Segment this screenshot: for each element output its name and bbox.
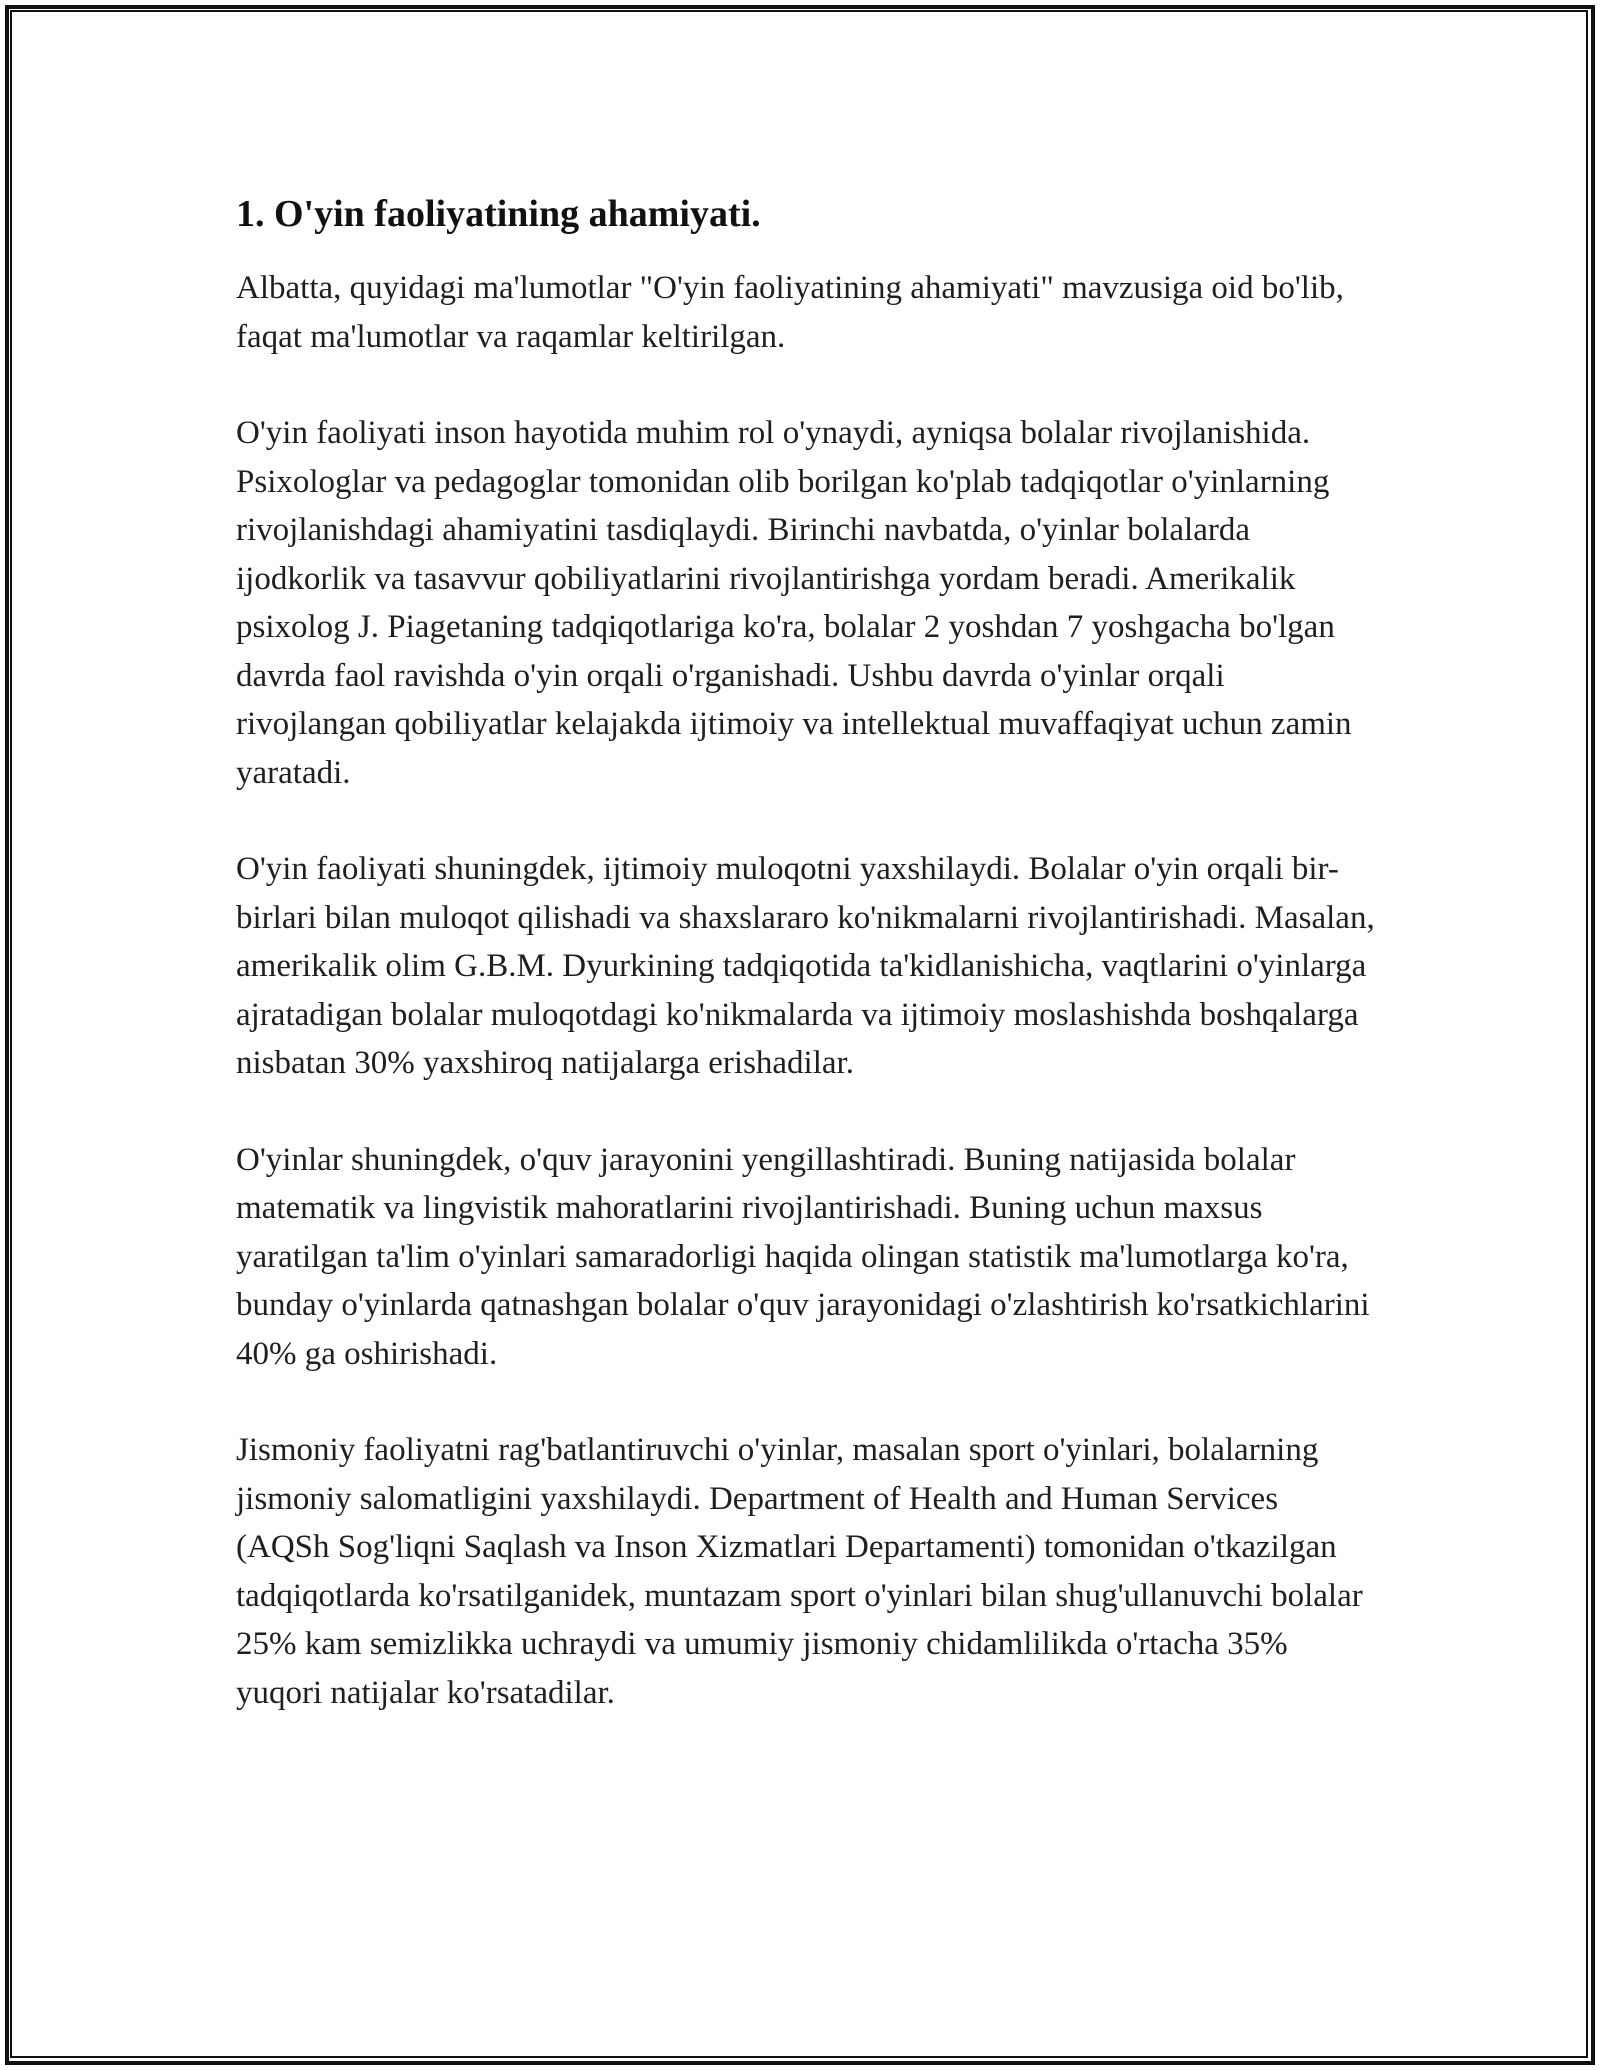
section-heading: 1. O'yin faoliyatining ahamiyati.: [236, 193, 761, 235]
paragraph-physical: Jismoniy faoliyatni rag'batlantiruvchi o'yinlar, masalan sport o'yinlari, bolalarning jismoniy salomatligini yaxshilaydi. Department of Health and Human Services (AQSh Sog'liqni Saqlash va Inson Xizmatlari Departamenti) tomonidan o'tkazilgan tadqiqotlarda ko'rsatilganidek, muntazam sport o'yinlari bilan shug'ullanuvchi bolalar 25% kam semizlikka uchraydi va umumiy jismoniy chidamlilikda o'rtacha 35% yuqori natijalar ko'rsatadilar.: [236, 1432, 1363, 1711]
paragraph-intro: Albatta, quyidagi ma'lumotlar "O'yin faoliyatining ahamiyati" mavzusiga oid bo'lib, faqat ma'lumotlar va raqamlar keltirilgan.: [236, 270, 1344, 355]
paragraph-learning: O'yinlar shuningdek, o'quv jarayonini yengillashtiradi. Buning natijasida bolalar matematik va lingvistik mahoratlarini rivojlantirishadi. Buning uchun maxsus yaratilgan ta'lim o'yinlari samaradorligi haqida olingan statistik ma'lumotlarga ko'ra, bunday o'yinlarda qatnashgan bolalar o'quv jarayonidagi o'zlashtirish ko'rsatkichlarini 40% ga oshirishadi.: [236, 1141, 1370, 1372]
paragraph-development: O'yin faoliyati inson hayotida muhim rol o'ynaydi, ayniqsa bolalar rivojlanishida. Psixologlar va pedagoglar tomonidan olib borilgan ko'plab tadqiqotlar o'yinlarning rivojlanishdagi ahamiyatini tasdiqlaydi. Birinchi navbatda, o'yinlar bolalarda ijodkorlik va tasavvur qobiliyatlarini rivojlantirishga yordam beradi. Amerikalik psixolog J. Piagetaning tadqiqotlariga ko'ra, bolalar 2 yoshdan 7 yoshgacha bo'lgan davrda faol ravishda o'yin orqali o'rganishadi. Ushbu davrda o'yinlar orqali rivojlangan qobiliyatlar kelajakda ijtimoiy va intellektual muvaffaqiyat uchun zamin yaratadi.: [236, 415, 1352, 791]
document-body: [236, 188, 1376, 1717]
paragraph-social: O'yin faoliyati shuningdek, ijtimoiy muloqotni yaxshilaydi. Bolalar o'yin orqali bir-birlari bilan muloqot qilishadi va shaxslararo ko'nikmalarni rivojlantirishadi. Masalan, amerikalik olim G.B.M. Dyurkining tadqiqotida ta'kidlanishicha, vaqtlarini o'yinlarga ajratadigan bolalar muloqotdagi ko'nikmalarda va ijtimoiy moslashishda boshqalarga nisbatan 30% yaxshiroq natijalarga erishadilar.: [236, 851, 1375, 1081]
